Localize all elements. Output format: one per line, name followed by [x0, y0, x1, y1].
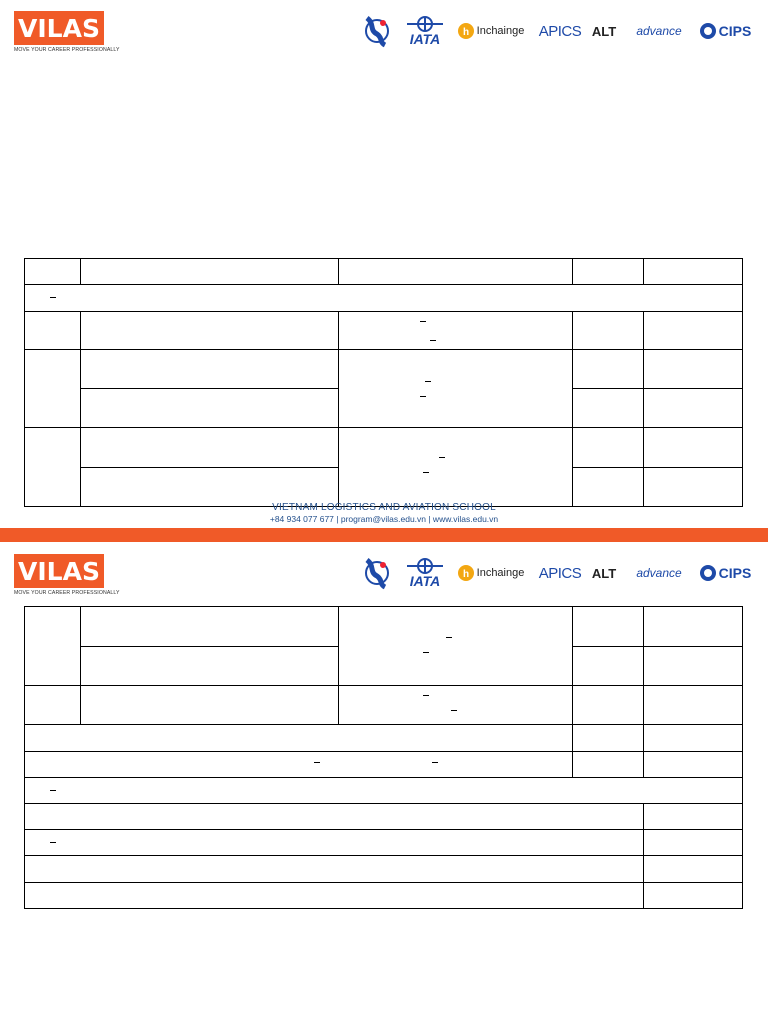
course-table-part-1: [24, 258, 743, 507]
table-cell: [644, 752, 743, 778]
vilas-logo: [14, 11, 120, 53]
cips-text: CIPS: [718, 23, 752, 39]
table-section-row: [25, 285, 743, 312]
table-cell: [81, 647, 339, 686]
apics-logo: [536, 555, 584, 591]
dash-mark: [423, 472, 429, 473]
dash-mark: [432, 762, 438, 763]
inchainge-text: Inchainge: [476, 25, 525, 37]
table-row: [25, 883, 743, 909]
advance-logo: [628, 13, 690, 49]
table-cell: [81, 389, 339, 428]
vilas-tagline: MOVE YOUR CAREER PROFESSIONALLY: [14, 47, 120, 53]
table-header-row: [25, 259, 743, 285]
table-cell: [81, 259, 339, 285]
dash-mark: [451, 710, 457, 711]
dash-mark: [50, 297, 56, 298]
vilas-logo-text: VILAS: [14, 554, 104, 588]
table-cell: [25, 428, 81, 507]
table-cell: [573, 607, 644, 647]
apics-text: APICS: [538, 564, 582, 582]
table-cell: [644, 312, 743, 350]
advance-logo: [628, 555, 690, 591]
table-cell: [25, 883, 644, 909]
advance-text: advance: [636, 24, 682, 38]
vilas-tagline: MOVE YOUR CAREER PROFESSIONALLY: [14, 590, 120, 596]
alt-global-logo: [586, 13, 622, 49]
table-cell: [25, 686, 81, 725]
inchainge-logo: [456, 555, 526, 591]
vilas-logo-text: VILAS: [14, 11, 104, 45]
table-cell: [573, 259, 644, 285]
dash-mark: [420, 321, 426, 322]
table-row: [25, 607, 743, 647]
table-cell: [644, 428, 743, 468]
table-cell: [81, 312, 339, 350]
table-cell: [81, 686, 339, 725]
table-row: [25, 804, 743, 830]
course-table-part-2: [24, 606, 743, 909]
table-cell: [573, 428, 644, 468]
cips-logo: [694, 555, 756, 591]
table-cell: [81, 607, 339, 647]
table-cell: [25, 804, 644, 830]
table-row: [25, 312, 743, 350]
table-cell: [339, 607, 573, 686]
table-total-row: [25, 752, 743, 778]
apics-text: APICS: [538, 22, 582, 40]
table-cell: [644, 830, 743, 856]
iata-logo: [402, 555, 448, 591]
table-row: [25, 856, 743, 883]
apics-logo: [536, 13, 584, 49]
table-cell: [339, 350, 573, 428]
table-row: [25, 428, 743, 468]
table-cell: [644, 389, 743, 428]
table-cell: [81, 350, 339, 389]
footer-school-name: VIETNAM LOGISTICS AND AVIATION SCHOOL: [272, 502, 496, 513]
table-cell: [644, 259, 743, 285]
table-cell: [25, 778, 743, 804]
dash-mark: [50, 790, 56, 791]
table-cell: [339, 259, 573, 285]
cips-logo: [694, 13, 756, 49]
table-cell: [339, 428, 573, 507]
table-cell: [573, 312, 644, 350]
table-cell: [573, 350, 644, 389]
partner-logos: [360, 555, 755, 591]
table-cell: [25, 259, 81, 285]
table-cell: [25, 607, 81, 686]
dash-mark: [420, 396, 426, 397]
cips-text: CIPS: [718, 565, 752, 581]
dash-mark: [439, 457, 445, 458]
advance-text: advance: [636, 566, 682, 580]
svg-text:h: h: [462, 27, 469, 38]
table-cell: [339, 686, 573, 725]
table-cell: [25, 725, 573, 752]
alt-global-logo: [586, 555, 622, 591]
dash-mark: [446, 637, 452, 638]
table-cell: [644, 856, 743, 883]
document-page-2: [0, 542, 768, 1024]
alt-text: ALT: [591, 23, 617, 39]
fiata-logo: [360, 13, 394, 49]
inchainge-logo: [456, 13, 526, 49]
table-cell: [644, 607, 743, 647]
iata-text: IATA: [409, 31, 441, 47]
table-cell: [644, 804, 743, 830]
dash-mark: [50, 842, 56, 843]
table-cell: [25, 752, 573, 778]
table-cell: [81, 428, 339, 468]
table-cell: [25, 350, 81, 428]
partner-logos: [360, 13, 755, 49]
table-cell: [25, 312, 81, 350]
table-row: [25, 350, 743, 389]
dash-mark: [423, 652, 429, 653]
table-cell: [25, 856, 644, 883]
dash-mark: [314, 762, 320, 763]
iata-logo: [402, 13, 448, 49]
alt-text: ALT: [591, 565, 617, 581]
table-cell: [25, 830, 644, 856]
table-cell: [573, 686, 644, 725]
inchainge-text: Inchainge: [476, 567, 525, 579]
table-cell: [644, 468, 743, 507]
fiata-logo: [360, 555, 394, 591]
table-cell: [644, 725, 743, 752]
table-cell: [644, 350, 743, 389]
table-cell: [573, 468, 644, 507]
dash-mark: [425, 381, 431, 382]
dash-mark: [430, 340, 436, 341]
vilas-logo: [14, 554, 120, 596]
table-cell: [644, 883, 743, 909]
table-cell: [25, 285, 743, 312]
footer-contact: +84 934 077 677 | program@vilas.edu.vn | www.vilas.edu.vn: [269, 514, 499, 524]
table-section-row: [25, 778, 743, 804]
table-cell: [573, 725, 644, 752]
table-cell: [573, 752, 644, 778]
table-cell: [81, 468, 339, 507]
dash-mark: [423, 695, 429, 696]
table-cell: [644, 686, 743, 725]
table-cell: [339, 312, 573, 350]
table-subtotal-row: [25, 725, 743, 752]
table-cell: [573, 647, 644, 686]
page-divider: [0, 528, 768, 542]
iata-text: IATA: [409, 573, 441, 589]
svg-text:h: h: [462, 569, 469, 580]
table-row: [25, 830, 743, 856]
page-footer: [0, 502, 768, 524]
table-cell: [573, 389, 644, 428]
table-row: [25, 686, 743, 725]
table-cell: [644, 647, 743, 686]
